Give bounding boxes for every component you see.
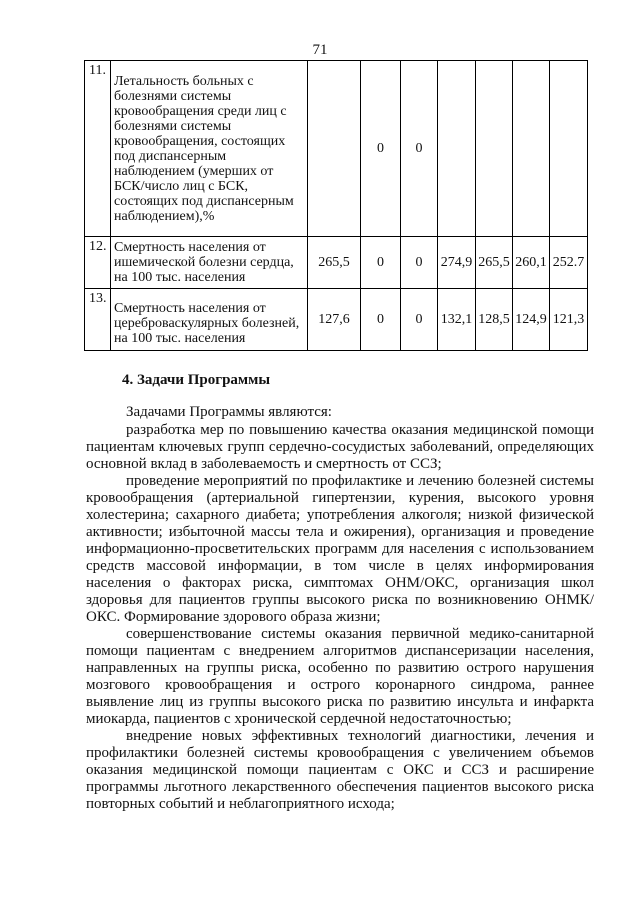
table-cell: 252.7 bbox=[550, 237, 588, 289]
paragraph: совершенствование системы оказания первичной медико-санитарной помощи пациентам с внедрением алгоритмов диспансеризации населения, направленных на группы риска, особенно по развитию острого нарушения мозгового кровообращения и острого коронарного синдрома, раннее выявление лиц из группы высокого риска по развитию инсульта и инфаркта миокарда, пациентов с хронической сердечной недостаточностью; bbox=[86, 626, 594, 727]
table-cell: 121,3 bbox=[550, 289, 588, 351]
paragraph: разработка мер по повышению качества оказания медицинской помощи пациентам ключевых групп сердечно-сосудистых заболеваний, определяющих основной вклад в заболеваемость и смертность от ССЗ; bbox=[86, 422, 594, 472]
paragraph: внедрение новых эффективных технологий диагностики, лечения и профилактики болезней системы кровообращения с увеличением объемов оказания медицинской помощи пациентам с ОКС и ССЗ и расширение программы льготного лекарственного обеспечения пациентов высокого риска повторных событий и неблагоприятного исхода; bbox=[86, 728, 594, 812]
table-cell: 0 bbox=[361, 61, 401, 237]
table-cell: 124,9 bbox=[513, 289, 550, 351]
table-cell: 265,5 bbox=[308, 237, 361, 289]
table-cell bbox=[476, 61, 513, 237]
table-cell: 274,9 bbox=[438, 237, 476, 289]
table-row bbox=[85, 289, 588, 351]
table-row bbox=[85, 61, 588, 237]
table-cell bbox=[513, 61, 550, 237]
indicator-name: Смертность населения от ишемической болезни сердца, на 100 тыс. населения bbox=[111, 237, 308, 289]
paragraph: Задачами Программы являются: bbox=[126, 404, 332, 420]
tasks-text bbox=[86, 404, 594, 813]
table-cell bbox=[438, 61, 476, 237]
table-cell bbox=[308, 61, 361, 237]
table-cell: 127,6 bbox=[308, 289, 361, 351]
row-number: 13. bbox=[85, 289, 111, 351]
table-cell: 128,5 bbox=[476, 289, 513, 351]
table-cell: 260,1 bbox=[513, 237, 550, 289]
table-cell: 132,1 bbox=[438, 289, 476, 351]
indicator-name: Летальность больных с болезнями системы кровообращения среди лиц с болезнями системы кровообращения, состоящих под диспансерным наблюдением (умерших от БСК/число лиц с БСК, состоящих под диспансерным наблюдением),% bbox=[111, 61, 308, 237]
table-row bbox=[85, 237, 588, 289]
indicator-name: Смертность населения от цереброваскулярных болезней, на 100 тыс. населения bbox=[111, 289, 308, 351]
table-cell bbox=[550, 61, 588, 237]
table-cell: 0 bbox=[401, 289, 438, 351]
page-number: 71 bbox=[312, 42, 328, 58]
section-heading: 4. Задачи Программы bbox=[122, 372, 271, 388]
indicators-table bbox=[84, 60, 588, 351]
table-cell: 265,5 bbox=[476, 237, 513, 289]
row-number: 11. bbox=[85, 61, 111, 237]
table-cell: 0 bbox=[401, 237, 438, 289]
table-cell: 0 bbox=[361, 237, 401, 289]
paragraph: проведение мероприятий по профилактике и лечению болезней системы кровообращения (артериальной гипертензии, курения, высокого уровня холестерина; сахарного диабета; употребления алкоголя; низкой физической активности; избыточной массы тела и ожирения), организация и проведение информационно-просветительских программ для населения с использованием средств массовой информации, в том числе в целях информирования населения о факторах риска, симптомах ОНМ/ОКС, организация школ здоровья для пациентов группы высокого риска по возникновению ОНМК/ОКС. Формирование здорового образа жизни; bbox=[86, 473, 594, 625]
table-cell: 0 bbox=[401, 61, 438, 237]
table-cell: 0 bbox=[361, 289, 401, 351]
row-number: 12. bbox=[85, 237, 111, 289]
